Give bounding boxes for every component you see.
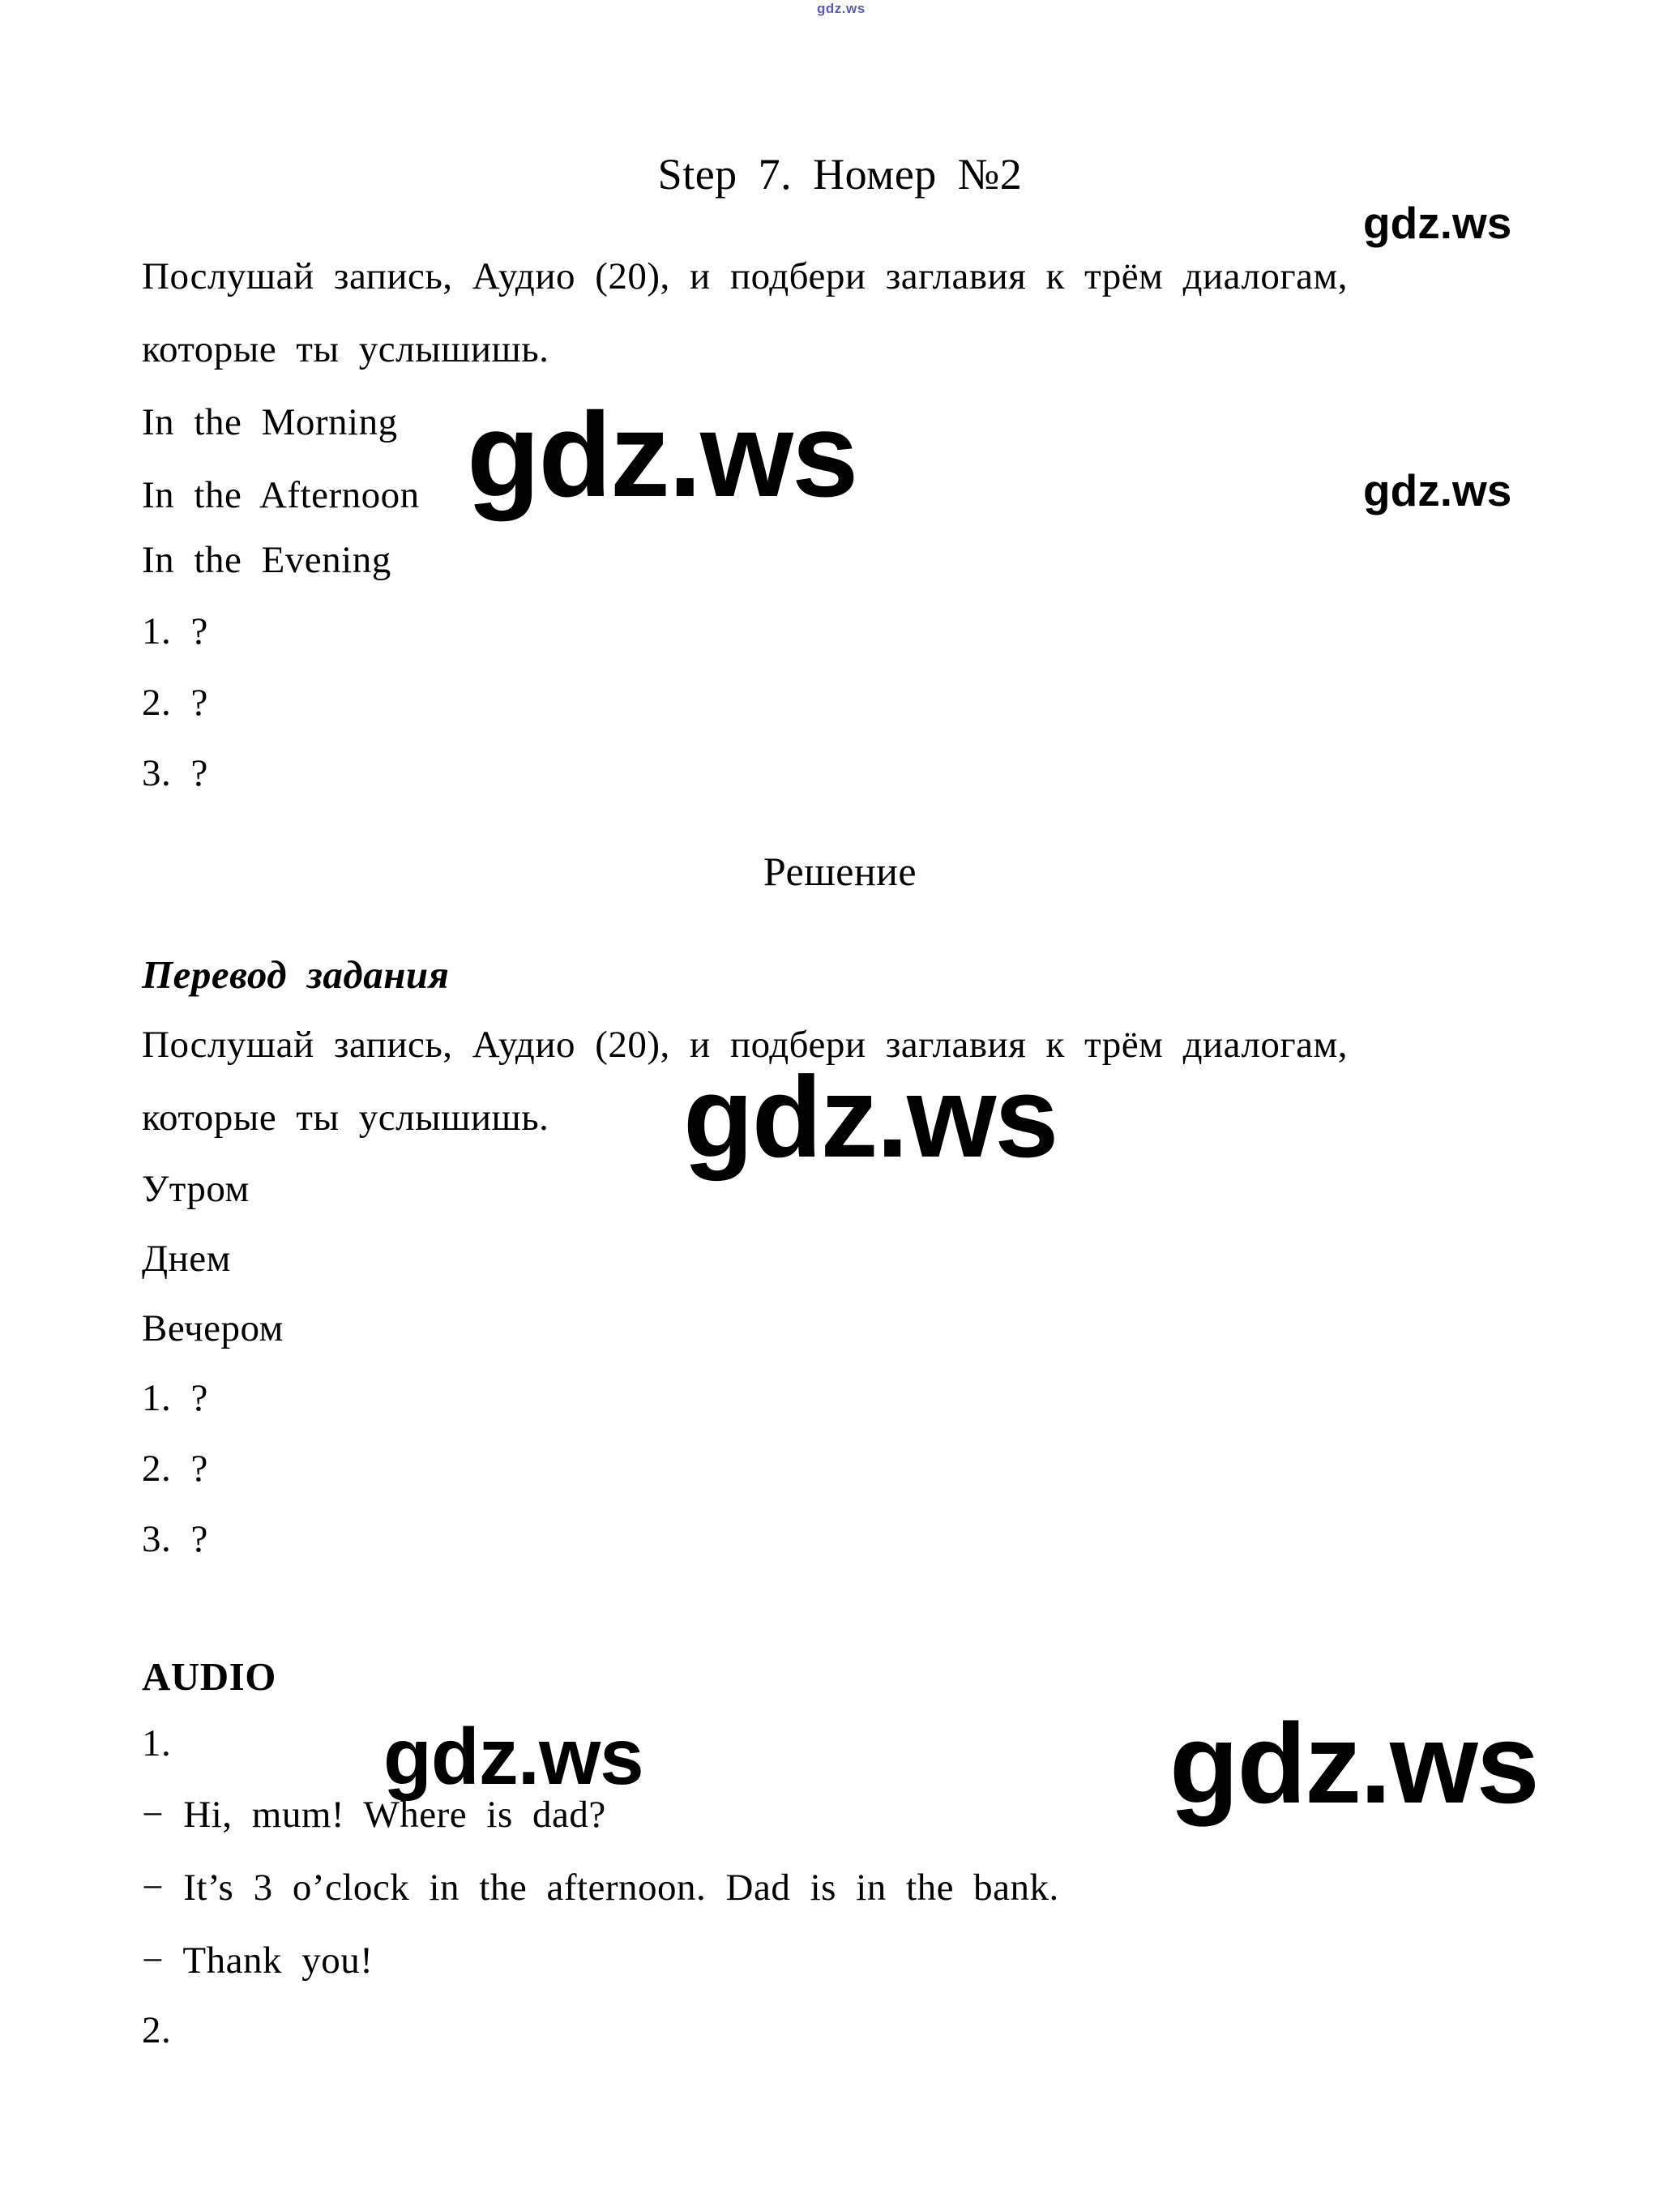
task-option-afternoon: In the Afternoon xyxy=(142,474,420,516)
audio-dialog2-label: 2. xyxy=(142,2009,172,2051)
gdz-watermark-top-right: gdz.ws xyxy=(1363,198,1512,248)
audio-dialog1-line-2: − It’s 3 o’clock in the afternoon. Dad is in the bank. xyxy=(142,1867,1059,1909)
task-instruction-line-2: которые ты услышишь. xyxy=(142,328,549,370)
task-instruction-line-1: Послушай запись, Аудио (20), и подбери заглавия к трём диалогам, xyxy=(142,255,1349,297)
solution-instruction-line-2: которые ты услышишь. xyxy=(142,1097,549,1139)
gdz-watermark-audio-right: gdz.ws xyxy=(1169,1700,1538,1827)
page-title: Step 7. Номер №2 xyxy=(657,150,1023,199)
task-item-3: 3. ? xyxy=(142,752,208,794)
solution-heading: Решение xyxy=(763,849,917,894)
gdz-watermark-big-2: gdz.ws xyxy=(683,1053,1058,1182)
audio-dialog1-line-1: − Hi, mum! Where is dad? xyxy=(142,1794,606,1836)
solution-instruction-line-1: Послушай запись, Аудио (20), и подбери заглавия к трём диалогам, xyxy=(142,1024,1349,1066)
audio-dialog1-line-3: − Thank you! xyxy=(142,1940,374,1982)
solution-option-morning: Утром xyxy=(142,1168,250,1210)
task-item-1: 1. ? xyxy=(142,610,208,652)
gdz-watermark-big-1: gdz.ws xyxy=(467,388,857,522)
translation-heading: Перевод задания xyxy=(142,952,450,997)
gdz-watermark-right-mid: gdz.ws xyxy=(1363,465,1512,515)
audio-heading: AUDIO xyxy=(142,1654,276,1699)
gdz-watermark-tiny-top: gdz.ws xyxy=(817,1,866,16)
solution-item-3: 3. ? xyxy=(142,1518,208,1560)
solution-option-evening: Вечером xyxy=(142,1307,284,1349)
task-option-evening: In the Evening xyxy=(142,539,391,581)
task-option-morning: In the Morning xyxy=(142,401,398,443)
solution-item-2: 2. ? xyxy=(142,1448,208,1490)
task-item-2: 2. ? xyxy=(142,682,208,724)
solution-item-1: 1. ? xyxy=(142,1377,208,1419)
solution-option-afternoon: Днем xyxy=(142,1238,231,1280)
audio-dialog1-label: 1. xyxy=(142,1722,172,1764)
gdz-watermark-audio-left: gdz.ws xyxy=(383,1712,643,1801)
